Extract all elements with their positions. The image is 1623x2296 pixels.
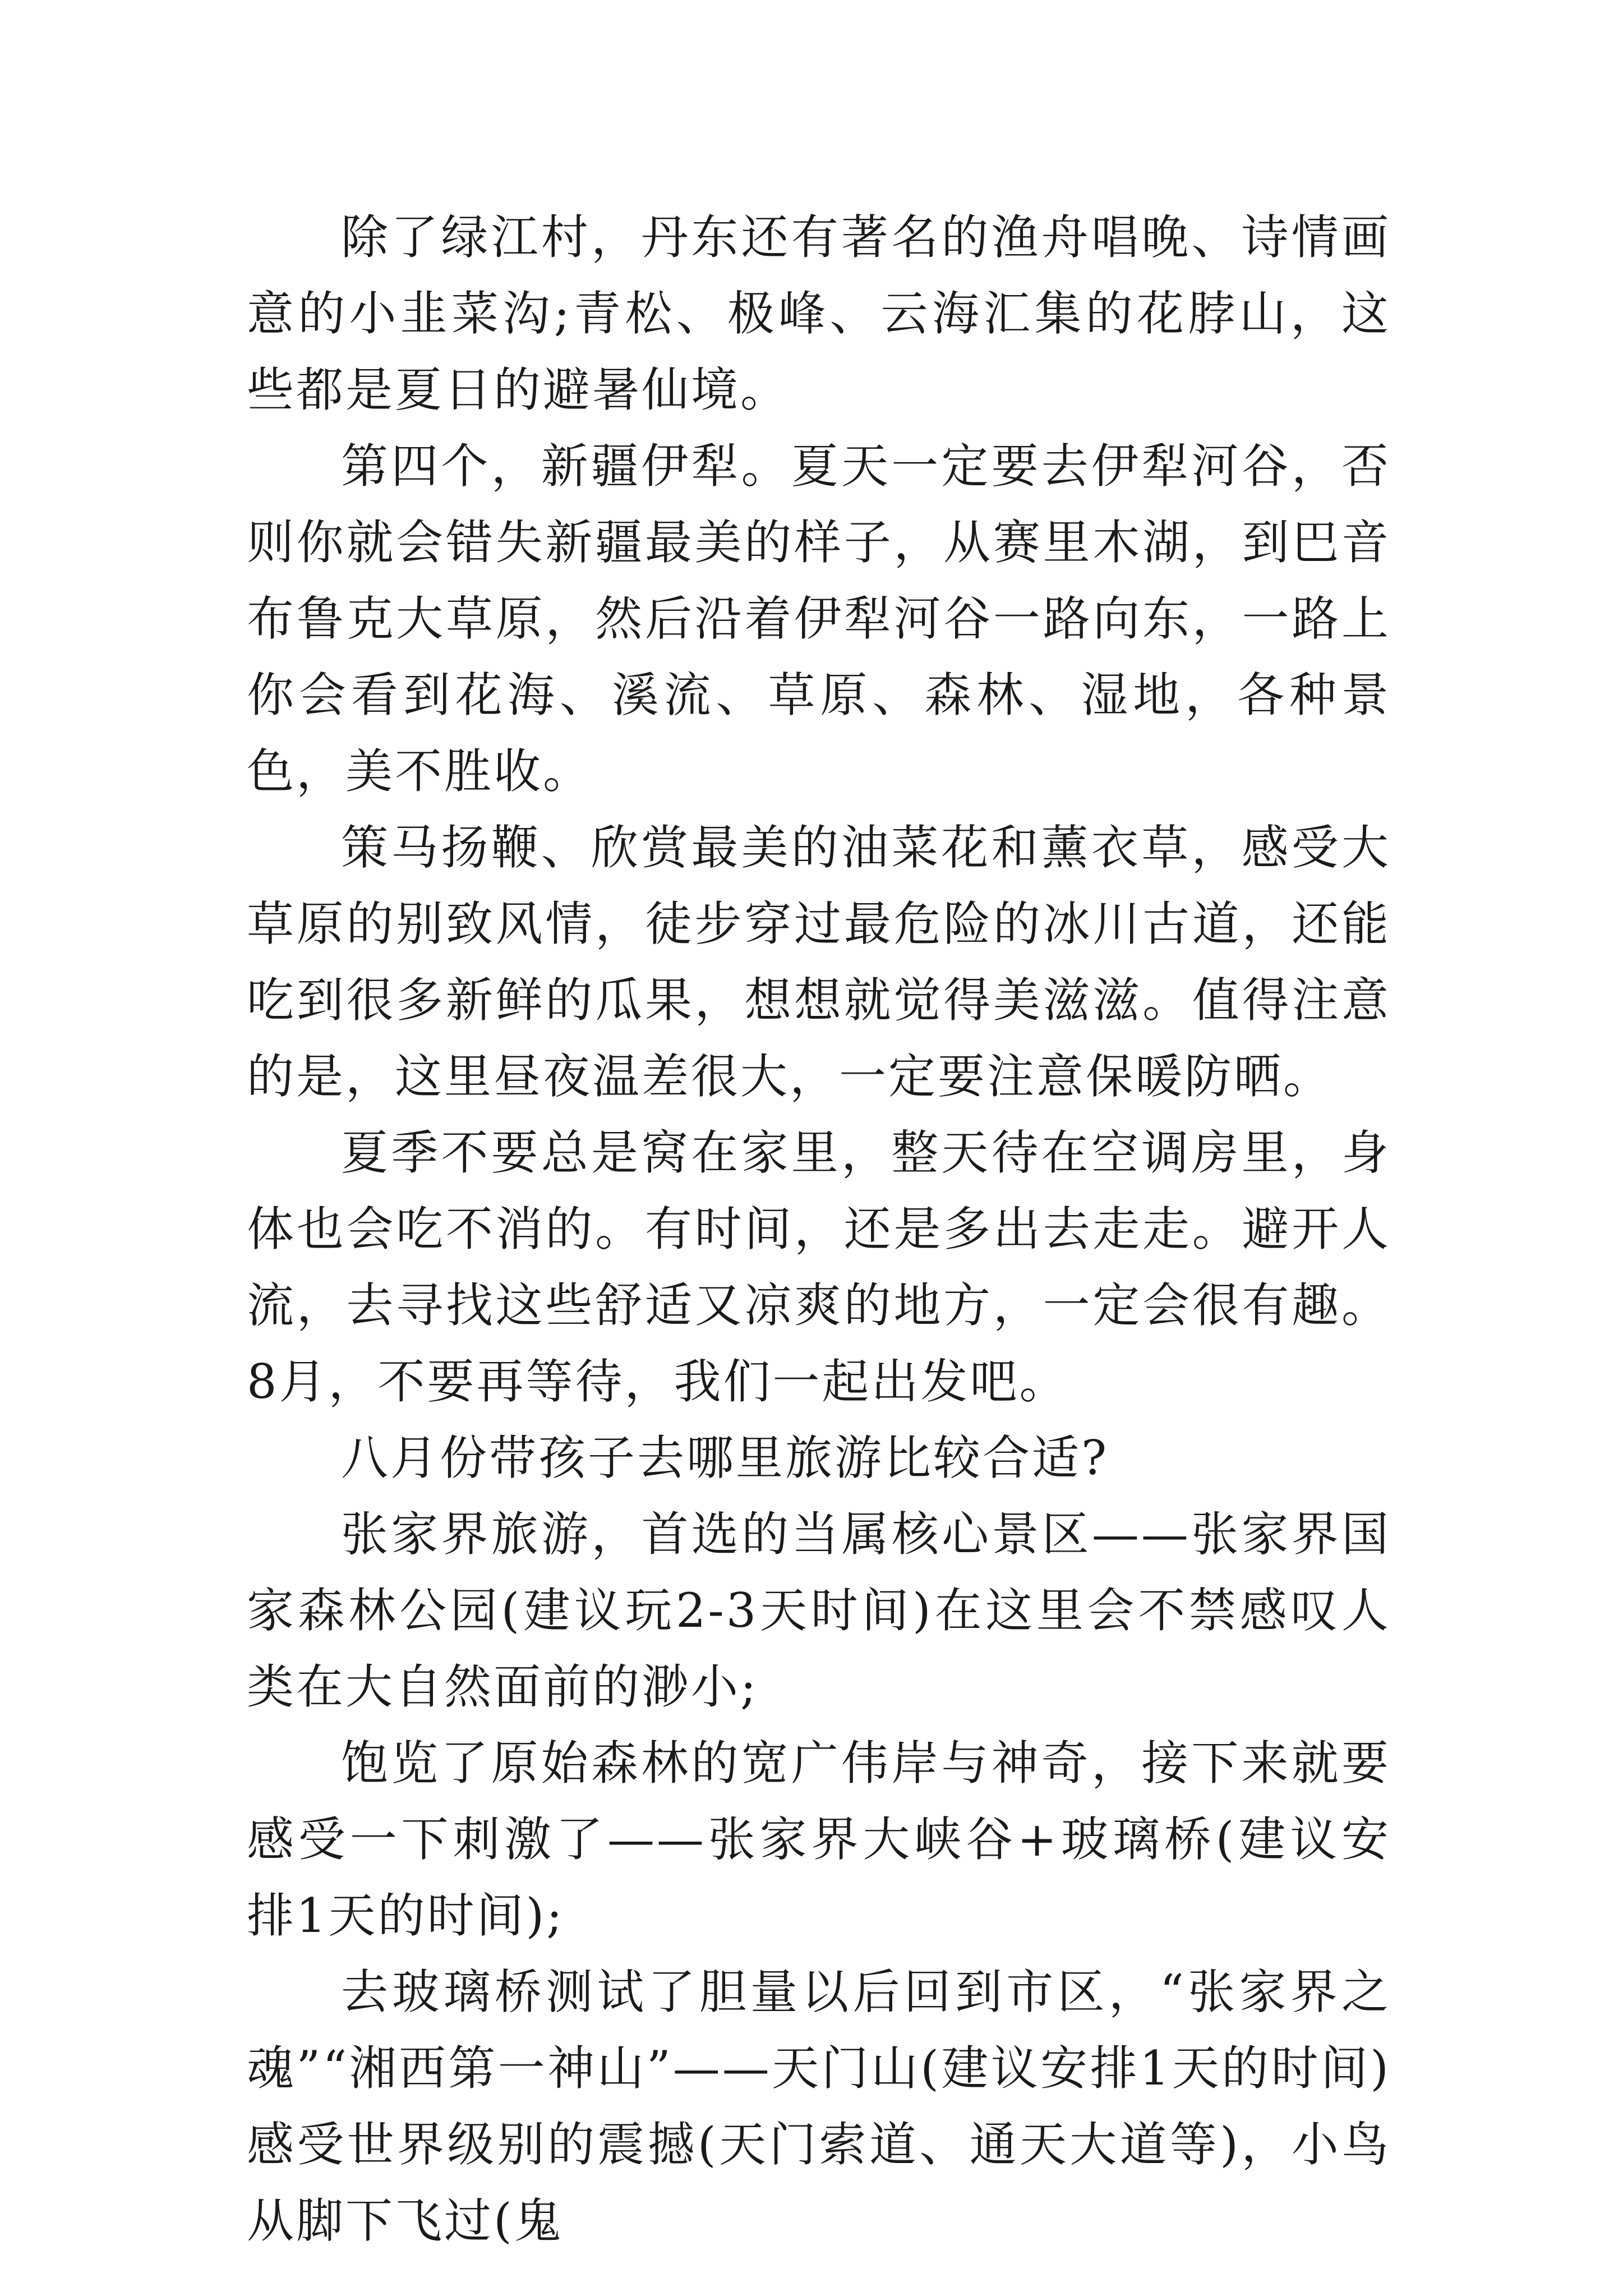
- paragraph-august-question: 八月份带孩子去哪里旅游比较合适?: [341, 1430, 1109, 1485]
- paragraph-tianmen-mountain: 去玻璃桥测试了胆量以后回到市区，“张家界之魂”“湘西第一神山”——天门山(建议安排1天的时间)感受世界级别的震撼(天门索道、通天大道等)，小鸟从脚下飞过(鬼: [247, 1964, 1391, 2248]
- paragraph-summer-advice: 夏季不要总是窝在家里，整天待在空调房里，身体也会吃不消的。有时间，还是多出去走走。避开人流，去寻找这些舒适又凉爽的地方，一定会很有趣。8月，不要再等待，我们一起出发吧。: [247, 1125, 1391, 1409]
- paragraph-zhangjiajie-park: 张家界旅游，首选的当属核心景区——张家界国家森林公园(建议玩2-3天时间)在这里会不禁感叹人类在大自然面前的渺小;: [247, 1507, 1391, 1714]
- paragraph-glass-bridge: 饱览了原始森林的宽广伟岸与神奇，接下来就要感受一下刺激了——张家界大峡谷+玻璃桥(建议安排1天的时间);: [247, 1736, 1391, 1943]
- document-body: [247, 199, 1391, 2259]
- paragraph-grassland: 策马扬鞭、欣赏最美的油菜花和薰衣草，感受大草原的别致风情，徒步穿过最危险的冰川古道，还能吃到很多新鲜的瓜果，想想就觉得美滋滋。值得注意的是，这里昼夜温差很大，一定要注意保暖防晒。: [247, 820, 1391, 1104]
- paragraph-lvjiang-village: 除了绿江村，丹东还有著名的渔舟唱晚、诗情画意的小韭菜沟;青松、极峰、云海汇集的花脖山，这些都是夏日的避暑仙境。: [247, 210, 1391, 417]
- paragraph-xinjiang-yili: 第四个，新疆伊犁。夏天一定要去伊犁河谷，否则你就会错失新疆最美的样子，从赛里木湖，到巴音布鲁克大草原，然后沿着伊犁河谷一路向东，一路上你会看到花海、溪流、草原、森林、湿地，各种景色，美不胜收。: [247, 439, 1391, 799]
